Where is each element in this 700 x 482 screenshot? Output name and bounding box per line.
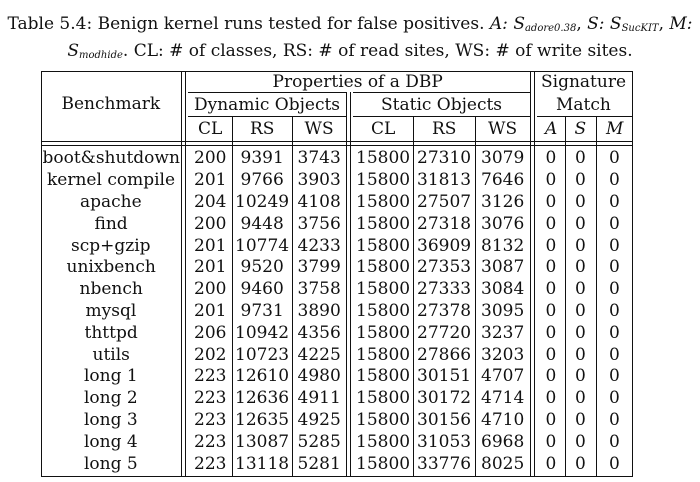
column-header-dyn-cl: CL — [198, 119, 223, 139]
table-cell-dyn-rs: 9448 — [240, 213, 284, 234]
table-cell-stat-ws: 3084 — [481, 279, 525, 300]
row-benchmark-name: kernel compile — [47, 170, 176, 191]
table-cell-sig-a: 0 — [545, 366, 557, 387]
caption-s-subscript: SucKIT — [621, 23, 659, 34]
table-cell-sig-s: 0 — [575, 213, 586, 234]
table-cell-dyn-rs: 12636 — [235, 388, 290, 409]
table-cell-dyn-rs: 10249 — [235, 192, 290, 212]
column-header-stat-rs: RS — [432, 119, 457, 139]
table-cell-dyn-cl: 200 — [194, 148, 227, 169]
table-cell-stat-ws: 3126 — [481, 192, 525, 212]
table-cell-dyn-rs: 13118 — [235, 453, 290, 474]
table-cell-stat-rs: 30151 — [417, 366, 472, 387]
table-cell-dyn-ws: 4356 — [297, 322, 341, 343]
table-cell-stat-cl: 15800 — [356, 257, 411, 278]
row-benchmark-name: nbench — [79, 279, 143, 300]
table-cell-sig-a: 0 — [545, 279, 557, 300]
table-cell-stat-ws: 3237 — [481, 322, 525, 343]
table-cell-stat-rs: 31053 — [417, 431, 472, 452]
table-cell-sig-a: 0 — [545, 322, 557, 343]
table-cell-dyn-rs: 10774 — [235, 235, 290, 256]
row-benchmark-name: scp+gzip — [71, 235, 151, 256]
table-cell-sig-a: 0 — [545, 257, 557, 278]
table-cell-dyn-rs: 12635 — [235, 410, 290, 430]
column-header-dyn-ws: WS — [304, 119, 334, 139]
table-cell-dyn-cl: 202 — [194, 344, 227, 365]
table-cell-stat-cl: 15800 — [356, 322, 411, 343]
table-cell-dyn-ws: 3743 — [297, 148, 341, 169]
table-cell-dyn-cl: 223 — [194, 366, 227, 387]
static-objects-header: Static Objects — [381, 94, 503, 115]
table-cell-sig-m: 0 — [609, 431, 620, 452]
table-cell-sig-s: 0 — [575, 431, 586, 452]
row-benchmark-name: thttpd — [84, 322, 138, 343]
row-benchmark-name: long 2 — [84, 388, 138, 409]
column-separator — [413, 116, 414, 477]
table-cell-stat-cl: 15800 — [356, 148, 411, 169]
table-cell-stat-cl: 15800 — [356, 453, 411, 474]
header-bottom-rule — [41, 145, 633, 146]
table-cell-sig-a: 0 — [545, 453, 557, 474]
column-header-rule — [188, 116, 346, 117]
table-cell-sig-a: 0 — [545, 388, 557, 409]
table-cell-stat-ws: 8132 — [481, 235, 525, 256]
caption-a-symbol: S — [513, 14, 525, 34]
row-benchmark-name: long 1 — [84, 366, 138, 387]
table-cell-stat-rs: 27353 — [417, 257, 472, 278]
table-cell-stat-cl: 15800 — [356, 388, 411, 409]
row-benchmark-name: long 3 — [84, 410, 138, 430]
table-cell-dyn-cl: 200 — [194, 279, 227, 300]
row-benchmark-name: apache — [80, 192, 142, 212]
table-cell-dyn-rs: 9766 — [240, 170, 284, 191]
table-cell-sig-m: 0 — [609, 388, 620, 409]
table-cell-sig-m: 0 — [609, 410, 620, 430]
table-cell-dyn-rs: 9460 — [240, 279, 284, 300]
table-cell-sig-s: 0 — [575, 322, 586, 343]
table-cell-sig-s: 0 — [575, 453, 586, 474]
match-header: Match — [556, 94, 611, 115]
table-cell-stat-ws: 7646 — [481, 170, 525, 191]
table-cell-sig-s: 0 — [575, 366, 586, 387]
caption-m-label: M: — [669, 14, 693, 34]
table-cell-dyn-ws: 3799 — [297, 257, 341, 278]
table-cell-dyn-rs: 9731 — [240, 301, 284, 321]
table-cell-dyn-cl: 201 — [194, 301, 227, 321]
benchmark-separator — [185, 71, 186, 477]
table-cell-sig-s: 0 — [575, 148, 586, 169]
caption-suffix: . CL: # of classes, RS: # of read sites, WS: # of write sites. — [122, 41, 633, 61]
table-cell-sig-a: 0 — [545, 301, 557, 321]
caption-m-symbol: S — [67, 41, 80, 61]
table-cell-stat-cl: 15800 — [356, 410, 411, 430]
row-benchmark-name: long 5 — [84, 453, 138, 474]
table-cell-dyn-cl: 201 — [194, 235, 227, 256]
table-cell-sig-s: 0 — [575, 344, 586, 365]
table-cell-dyn-ws: 3890 — [297, 301, 341, 321]
benchmark-separator — [181, 71, 182, 477]
dbp-subheader-rule — [353, 92, 530, 93]
table-cell-sig-m: 0 — [609, 257, 620, 278]
caption-m-subscript: modhide — [79, 50, 123, 61]
table-cell-stat-cl: 15800 — [356, 366, 411, 387]
row-benchmark-name: find — [94, 213, 128, 234]
signature-separator — [534, 71, 535, 477]
column-separator — [232, 116, 233, 477]
table-cell-dyn-ws: 4108 — [297, 192, 341, 212]
table-cell-stat-ws: 4707 — [481, 366, 525, 387]
row-benchmark-name: boot&shutdown — [42, 148, 180, 169]
table-cell-dyn-ws: 5281 — [297, 453, 341, 474]
table-cell-stat-ws: 6968 — [481, 431, 525, 452]
table-caption: Table 5.4: Benign kernel runs tested for false positives. A: $S_{adore0.38}$, S: $S_{SucKIT}$, M: $S_{modhide}$. CL: # of classes, RS: # of read sites, WS: # of write sites. — [7, 14, 693, 61]
benchmark-header: Benchmark — [61, 93, 161, 114]
table-bottom-rule — [41, 476, 633, 477]
table-cell-stat-rs: 30156 — [417, 410, 472, 430]
table-cell-sig-m: 0 — [609, 366, 620, 387]
table-cell-sig-m: 0 — [609, 170, 620, 191]
table-cell-stat-rs: 36909 — [417, 235, 472, 256]
caption-s-symbol: S — [609, 14, 622, 34]
header-bottom-rule — [41, 141, 633, 142]
table-cell-dyn-cl: 201 — [194, 257, 227, 278]
column-separator — [596, 116, 597, 477]
table-cell-sig-m: 0 — [609, 279, 620, 300]
column-header-stat-cl: CL — [371, 119, 396, 139]
table-cell-stat-rs: 27866 — [417, 344, 472, 365]
column-header-stat-ws: WS — [488, 119, 518, 139]
table-cell-dyn-ws: 4225 — [297, 344, 341, 365]
table-cell-dyn-cl: 223 — [194, 431, 227, 452]
table-cell-stat-cl: 15800 — [356, 344, 411, 365]
signature-separator — [530, 71, 531, 477]
table-cell-stat-ws: 3076 — [481, 213, 525, 234]
column-header-dyn-rs: RS — [250, 119, 275, 139]
table-cell-stat-rs: 27318 — [417, 213, 472, 234]
table-cell-stat-ws: 4714 — [481, 388, 525, 409]
table-cell-sig-a: 0 — [545, 192, 557, 212]
dynamic-static-separator — [346, 92, 347, 477]
table-cell-dyn-cl: 204 — [194, 192, 227, 212]
table-cell-dyn-cl: 201 — [194, 170, 227, 191]
row-benchmark-name: unixbench — [66, 257, 156, 278]
table-cell-stat-rs: 27333 — [417, 279, 472, 300]
table-cell-stat-cl: 15800 — [356, 301, 411, 321]
table-cell-sig-s: 0 — [575, 279, 586, 300]
column-header-sig-m: M — [606, 119, 624, 139]
row-benchmark-name: long 4 — [84, 431, 138, 452]
caption-a-subscript: adore0.38 — [524, 23, 577, 34]
table-cell-dyn-rs: 9520 — [240, 257, 284, 278]
table-cell-dyn-cl: 206 — [194, 322, 227, 343]
table-cell-dyn-rs: 9391 — [240, 148, 284, 169]
table-cell-dyn-ws: 3903 — [297, 170, 341, 191]
column-separator — [565, 116, 566, 477]
table-cell-stat-ws: 4710 — [481, 410, 525, 430]
table-cell-dyn-rs: 10942 — [235, 322, 290, 343]
table-cell-dyn-ws: 4911 — [297, 388, 341, 409]
table-cell-sig-a: 0 — [545, 213, 557, 234]
table-cell-sig-s: 0 — [575, 257, 586, 278]
column-header-sig-s: S — [574, 119, 587, 139]
signature-header: Signature — [541, 72, 627, 92]
table-cell-stat-cl: 15800 — [356, 279, 411, 300]
caption-a-label: A: — [489, 14, 508, 34]
table-cell-sig-s: 0 — [575, 301, 586, 321]
column-header-rule — [537, 116, 633, 117]
table-cell-stat-ws: 3203 — [481, 344, 525, 365]
row-benchmark-name: mysql — [85, 301, 137, 321]
dynamic-objects-header: Dynamic Objects — [194, 94, 341, 115]
table-cell-dyn-ws: 5285 — [297, 431, 341, 452]
table-cell-dyn-ws: 3758 — [297, 279, 341, 300]
table-cell-sig-m: 0 — [609, 213, 620, 234]
table-cell-stat-rs: 27720 — [417, 322, 472, 343]
table-cell-stat-cl: 15800 — [356, 170, 411, 191]
table-cell-dyn-rs: 13087 — [235, 431, 290, 452]
caption-prefix: Table 5.4: Benign kernel runs tested for false positives. — [7, 14, 485, 34]
table-cell-sig-s: 0 — [575, 235, 586, 256]
table-cell-sig-m: 0 — [609, 453, 620, 474]
table-cell-dyn-cl: 223 — [194, 388, 227, 409]
table-cell-sig-a: 0 — [545, 344, 557, 365]
column-separator — [292, 116, 293, 477]
table-cell-stat-cl: 15800 — [356, 192, 411, 212]
table-cell-stat-ws: 8025 — [481, 453, 525, 474]
dynamic-static-separator — [350, 92, 351, 477]
table-cell-sig-s: 0 — [575, 192, 586, 212]
table-cell-sig-a: 0 — [545, 148, 557, 169]
table-cell-dyn-ws: 4980 — [297, 366, 341, 387]
table-cell-stat-cl: 15800 — [356, 431, 411, 452]
table-cell-sig-s: 0 — [575, 170, 586, 191]
table-cell-stat-cl: 15800 — [356, 235, 411, 256]
table-cell-stat-cl: 15800 — [356, 213, 411, 234]
table-cell-stat-rs: 27378 — [417, 301, 472, 321]
table-cell-stat-ws: 3079 — [481, 148, 525, 169]
table-cell-sig-a: 0 — [545, 431, 557, 452]
table-cell-sig-s: 0 — [575, 388, 586, 409]
table-cell-sig-a: 0 — [545, 170, 557, 191]
table-cell-sig-m: 0 — [609, 322, 620, 343]
table-right-rule — [632, 71, 633, 477]
table-cell-dyn-ws: 3756 — [297, 213, 341, 234]
dbp-subheader-rule — [188, 92, 346, 93]
column-header-rule — [353, 116, 530, 117]
table-cell-sig-m: 0 — [609, 235, 620, 256]
table-cell-dyn-rs: 12610 — [235, 366, 290, 387]
table-cell-sig-a: 0 — [545, 410, 557, 430]
table-cell-dyn-cl: 223 — [194, 453, 227, 474]
table-cell-dyn-cl: 223 — [194, 410, 227, 430]
row-benchmark-name: utils — [92, 344, 130, 365]
table-cell-sig-a: 0 — [545, 235, 557, 256]
table-cell-sig-m: 0 — [609, 344, 620, 365]
column-header-sig-a: A — [545, 119, 558, 139]
column-separator — [475, 116, 476, 477]
table-cell-stat-rs: 27507 — [417, 192, 472, 212]
table-cell-dyn-cl: 200 — [194, 213, 227, 234]
table-cell-sig-s: 0 — [575, 410, 586, 430]
table-cell-dyn-ws: 4925 — [297, 410, 341, 430]
table-cell-dyn-ws: 4233 — [297, 235, 341, 256]
properties-header: Properties of a DBP — [272, 72, 443, 92]
table-cell-stat-rs: 30172 — [417, 388, 472, 409]
table-cell-stat-ws: 3087 — [481, 257, 525, 278]
table-cell-sig-m: 0 — [609, 301, 620, 321]
table-cell-stat-rs: 33776 — [417, 453, 472, 474]
table-cell-stat-rs: 27310 — [417, 148, 472, 169]
table-cell-stat-ws: 3095 — [481, 301, 525, 321]
table-cell-dyn-rs: 10723 — [235, 344, 290, 365]
table-cell-stat-rs: 31813 — [417, 170, 472, 191]
caption-s-label: S: — [587, 14, 605, 34]
table-cell-sig-m: 0 — [609, 192, 620, 212]
table-left-rule — [41, 71, 42, 477]
table-cell-sig-m: 0 — [609, 148, 620, 169]
